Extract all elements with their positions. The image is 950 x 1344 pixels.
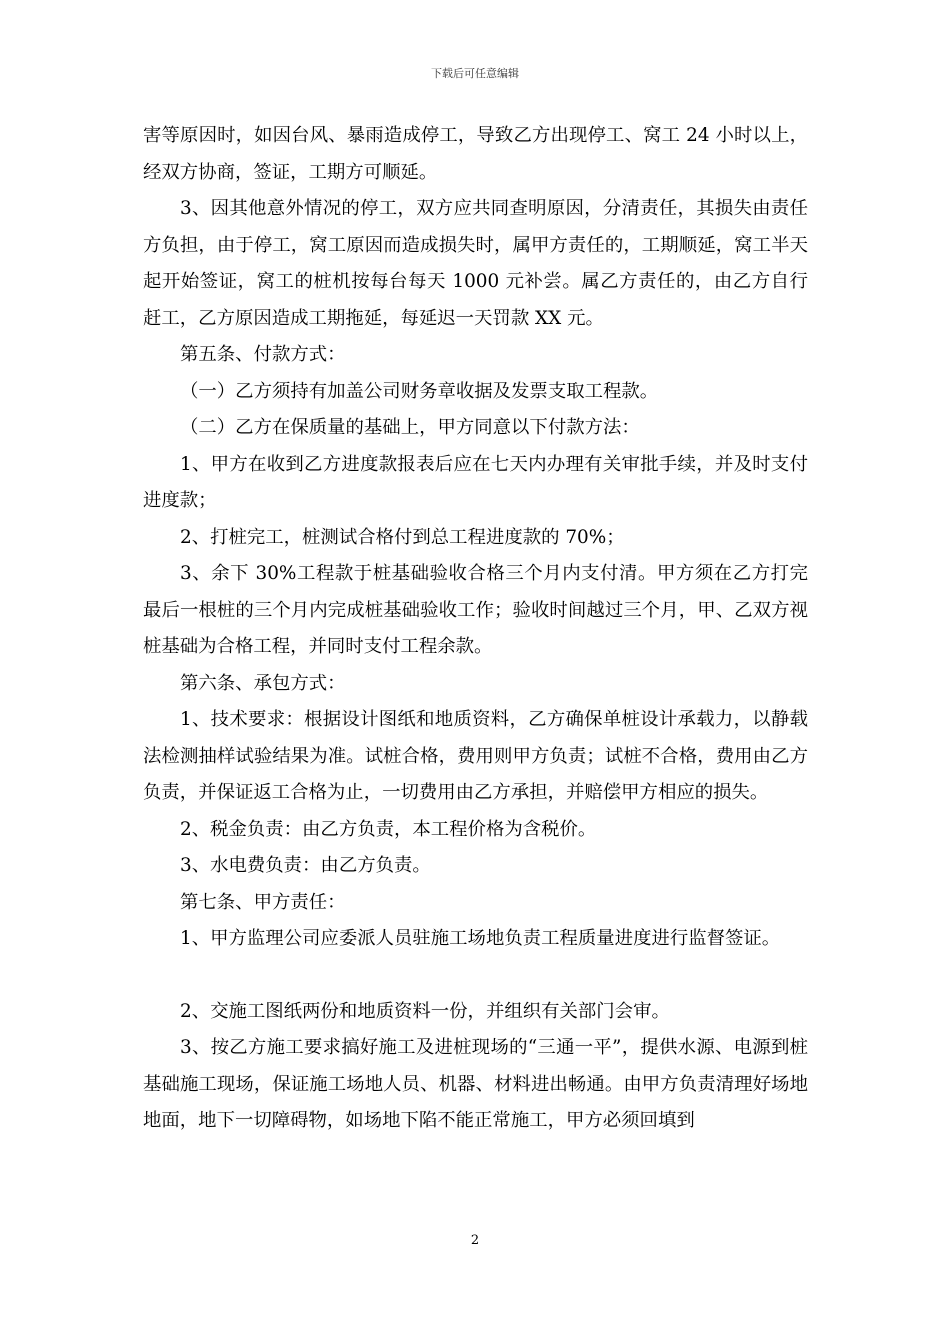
heading-article-5: 第五条、付款方式： [180,344,346,365]
document-body [143,118,808,1140]
heading-article-7: 第七条、甲方责任： [180,891,346,913]
paragraph-payment-item-3: 3、余下 30%工程款于桩基础验收合格三个月内支付清。甲方须在乙方打完最后一根桩的三个月内完成桩基础验收工作；验收时间越过三个月，甲、乙双方视桩基础为合格工程，并同时支付工程余款。 [143,563,808,657]
paragraph-party-a-item-3: 3、按乙方施工要求搞好施工及进桩现场的“三通一平”，提供水源、电源到桩基础施工现场，保证施工场地人员、机器、材料进出畅通。由甲方负责清理好场地地面，地下一切障碍物，如场地下陷不能正常施工，甲方必须回填到 [143,1037,808,1131]
page-header: 下载后可任意编辑 [431,67,519,80]
paragraph-party-a-item-1: 1、甲方监理公司应委派人员驻施工场地负责工程质量进度进行监督签证。 [180,928,781,949]
paragraph-contract-item-1: 1、技术要求：根据设计图纸和地质资料，乙方确保单桩设计承载力，以静载法检测抽样试验结果为准。试桩合格，费用则甲方负责；试桩不合格，费用由乙方负责，并保证返工合格为止，一切费用由乙方承担，并赔偿甲方相应的损失。 [143,709,808,803]
paragraph-payment-2: （二）乙方在保质量的基础上，甲方同意以下付款方法： [180,417,640,438]
paragraph-contract-item-3: 3、水电费负责：由乙方负责。 [180,855,431,876]
paragraph-continuation: 害等原因时，如因台风、暴雨造成停工，导致乙方出现停工、窝工 24 小时以上，经双方协商，签证，工期方可顺延。 [143,125,808,183]
paragraph-payment-item-1: 1、甲方在收到乙方进度款报表后应在七天内办理有关审批手续，并及时支付进度款； [143,453,808,511]
paragraph-party-a-item-2: 2、交施工图纸两份和地质资料一份，并组织有关部门会审。 [180,1000,670,1022]
paragraph-payment-item-2: 2、打桩完工，桩测试合格付到总工程进度款的 70%； [180,526,625,548]
paragraph-contract-item-2: 2、税金负责：由乙方负责，本工程价格为含税价。 [180,818,597,840]
paragraph-payment-1: （一）乙方须持有加盖公司财务章收据及发票支取工程款。 [180,380,659,402]
paragraph-clause-4-3: 3、因其他意外情况的停工，双方应共同查明原因，分清责任，其损失由责任方负担，由于停工，窝工原因而造成损失时，属甲方责任的，工期顺延，窝工半天起开始签证，窝工的桩机按每台每天 1000 元补尝。属乙方责任的，由乙方自行赶工，乙方原因造成工期拖延，每延迟一天罚款 XX 元。 [143,198,808,329]
heading-article-6: 第六条、承包方式： [180,672,346,694]
page-number: 2 [470,1233,480,1248]
